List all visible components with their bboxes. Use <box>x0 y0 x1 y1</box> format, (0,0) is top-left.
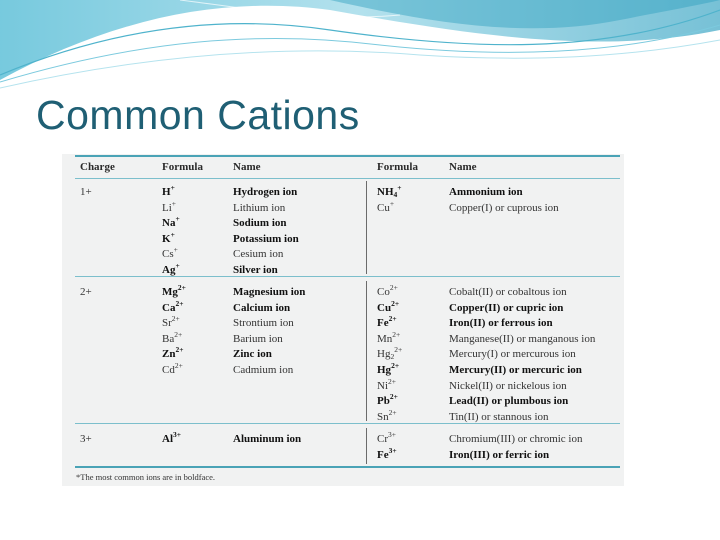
formula-charge: 2+ <box>174 361 183 370</box>
column-divider <box>366 281 367 421</box>
formula-symbol: Sn <box>377 410 389 423</box>
ion-name: Aluminum ion <box>233 433 302 445</box>
formula-charge: 2+ <box>388 407 397 417</box>
charge-label: 1+ <box>80 186 92 198</box>
header-rule <box>75 178 620 179</box>
ion-formula <box>377 407 397 424</box>
formula-subscript: 2 <box>390 352 395 362</box>
ion-name: Mercury(II) or mercuric ion <box>449 364 582 376</box>
formula-symbol: NH <box>377 186 394 198</box>
ion-name: Cobalt(II) or cobaltous ion <box>449 286 567 298</box>
ion-formula <box>162 263 180 277</box>
ion-name: Sodium ion <box>233 217 287 230</box>
ion-formula <box>377 316 397 330</box>
header-formula-1: Formula <box>162 161 203 173</box>
ion-formula <box>377 445 397 462</box>
formula-charge: 2+ <box>394 345 403 355</box>
formula-symbol: Mn <box>377 332 393 345</box>
header-name-1: Name <box>233 161 261 173</box>
formula-symbol: Pb <box>377 395 390 408</box>
ion-name: Copper(II) or cupric ion <box>449 301 564 314</box>
formula-charge: 2+ <box>389 392 398 402</box>
formula-symbol: Zn <box>162 348 176 361</box>
formula-symbol: Hg <box>377 348 391 361</box>
ion-formula <box>162 229 175 246</box>
formula-charge: 2+ <box>175 345 184 355</box>
formula-symbol: Co <box>377 286 390 298</box>
table-top-rule <box>75 155 620 157</box>
column-divider <box>366 428 367 464</box>
ion-name: Calcium ion <box>233 301 291 314</box>
ion-name: Potassium ion <box>233 232 299 245</box>
charge-label: 2+ <box>80 286 92 298</box>
formula-symbol: Ca <box>162 301 176 314</box>
table-bottom-rule <box>75 466 620 468</box>
ion-formula <box>162 347 184 361</box>
slide-title: Common Cations <box>36 92 360 138</box>
formula-subscript: 4 <box>393 190 398 199</box>
ion-name: Silver ion <box>233 264 278 276</box>
formula-symbol: Cr <box>377 433 388 445</box>
formula-symbol: Fe <box>377 317 389 330</box>
formula-symbol: Al <box>162 433 173 445</box>
formula-charge: + <box>171 198 177 208</box>
header-charge: Charge <box>80 161 115 173</box>
formula-symbol: Hg <box>377 364 392 376</box>
ion-formula <box>377 376 396 393</box>
formula-symbol: Fe <box>377 448 389 461</box>
ion-formula <box>162 316 180 330</box>
formula-charge: + <box>170 183 175 192</box>
header-name-2: Name <box>449 161 477 173</box>
formula-symbol: Cu <box>377 301 392 314</box>
ion-name: Zinc ion <box>233 348 272 361</box>
formula-charge: 2+ <box>391 361 400 370</box>
ion-name: Iron(II) or ferrous ion <box>449 317 553 330</box>
ion-name: Magnesium ion <box>233 286 306 298</box>
ion-formula <box>377 329 401 346</box>
ion-formula <box>377 347 402 361</box>
ion-name: Cadmium ion <box>233 364 294 376</box>
ion-formula <box>162 216 180 230</box>
formula-charge: 2+ <box>388 314 397 324</box>
formula-charge: 3+ <box>173 430 182 439</box>
ion-formula <box>162 285 186 299</box>
ion-name: Nickel(II) or nickelous ion <box>449 379 567 392</box>
ion-formula <box>162 432 181 446</box>
formula-symbol: Cu <box>377 201 390 214</box>
ion-formula <box>162 198 177 215</box>
ion-formula <box>162 298 184 315</box>
formula-charge: + <box>173 245 178 255</box>
ion-formula <box>377 394 398 408</box>
formula-charge: 2+ <box>174 329 183 339</box>
formula-symbol: Na <box>162 217 176 230</box>
group-separator <box>75 276 620 277</box>
ion-name: Iron(III) or ferric ion <box>449 448 550 461</box>
ion-name: Chromium(III) or chromic ion <box>449 433 583 445</box>
formula-symbol: Cd <box>162 364 175 376</box>
cations-table <box>62 154 624 486</box>
ion-name: Tin(II) or stannous ion <box>449 410 549 423</box>
formula-charge: + <box>175 214 180 224</box>
formula-symbol: Ni <box>377 379 388 392</box>
ion-formula <box>162 363 183 377</box>
ion-formula <box>377 363 399 377</box>
formula-charge: 3+ <box>388 430 396 439</box>
formula-charge: 2+ <box>392 329 401 339</box>
formula-charge: 3+ <box>388 445 397 455</box>
formula-charge: 2+ <box>389 283 398 292</box>
formula-charge: 2+ <box>171 314 180 324</box>
formula-symbol: Cs <box>162 248 174 261</box>
formula-symbol: Sr <box>162 317 172 330</box>
column-divider <box>366 181 367 274</box>
ion-name: Manganese(II) or manganous ion <box>449 332 596 345</box>
formula-symbol: Li <box>162 201 172 214</box>
ion-name: Strontium ion <box>233 317 294 330</box>
ion-formula <box>377 198 395 215</box>
decorative-wave-banner <box>0 0 720 95</box>
ion-formula <box>377 285 398 299</box>
ion-formula <box>162 247 178 261</box>
ion-formula <box>377 432 396 446</box>
formula-charge: 2+ <box>175 298 184 308</box>
formula-symbol: Ba <box>162 332 175 345</box>
formula-charge: + <box>397 183 402 192</box>
ion-name: Mercury(I) or mercurous ion <box>449 348 576 361</box>
footnote: *The most common ions are in boldface. <box>76 472 216 482</box>
formula-symbol: H <box>162 186 171 198</box>
formula-charge: + <box>170 229 175 239</box>
formula-charge: + <box>389 198 395 208</box>
charge-label: 3+ <box>80 433 92 445</box>
ion-name: Copper(I) or cuprous ion <box>449 201 559 214</box>
formula-charge: 2+ <box>388 376 396 386</box>
ion-formula <box>162 185 175 199</box>
formula-symbol: Ag <box>162 264 176 276</box>
ion-name: Ammonium ion <box>449 186 523 198</box>
ion-name: Lithium ion <box>233 201 286 214</box>
formula-symbol: K <box>162 232 171 245</box>
ion-name: Cesium ion <box>233 248 284 261</box>
ion-name: Hydrogen ion <box>233 186 298 198</box>
formula-symbol: Mg <box>162 286 178 298</box>
group-separator <box>75 423 620 424</box>
ion-formula <box>377 185 402 199</box>
header-formula-2: Formula <box>377 161 418 173</box>
formula-charge: 2+ <box>391 298 400 308</box>
ion-name: Barium ion <box>233 332 283 345</box>
ion-formula <box>377 298 400 315</box>
ion-name: Lead(II) or plumbous ion <box>449 395 569 408</box>
ion-formula <box>162 329 183 346</box>
formula-charge: + <box>175 261 180 270</box>
formula-charge: 2+ <box>177 283 186 292</box>
